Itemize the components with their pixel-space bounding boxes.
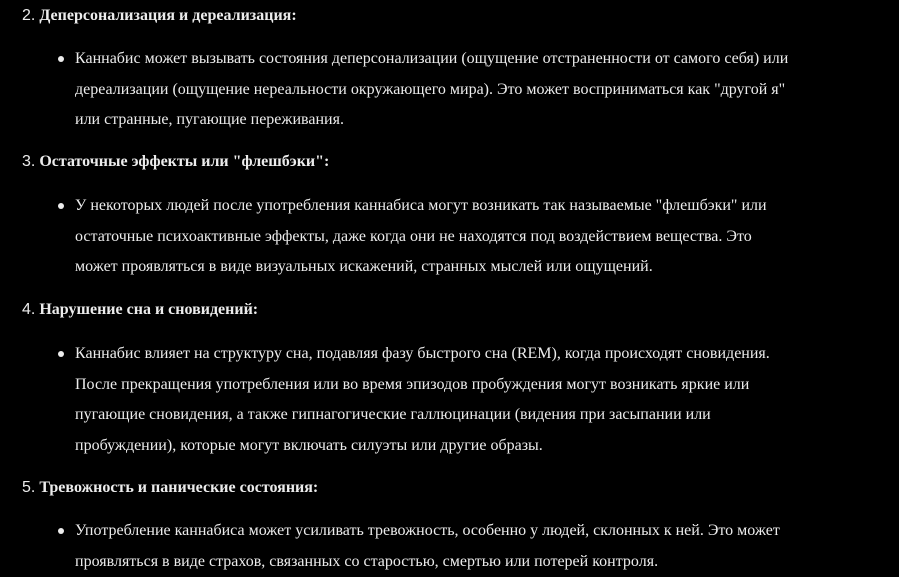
bullet-icon — [58, 351, 64, 357]
section-number: 2. — [22, 7, 36, 24]
paragraph-line: или странные, пугающие переживания. — [75, 111, 344, 128]
paragraph-line: дереализации (ощущение нереальности окружающего мира). Это может восприниматься как "другой я" — [75, 80, 786, 98]
paragraph-line: остаточные психоактивные эффекты, даже когда они не находятся под воздействием вещества. Это — [75, 227, 752, 245]
section-heading-3 — [22, 152, 329, 172]
paragraph-line: После прекращения употребления или во время эпизодов пробуждения могут возникать яркие или — [75, 375, 750, 393]
paragraph-line: У некоторых людей после употребления каннабиса могут возникать так называемые "флешбэки" или — [75, 197, 767, 214]
section-heading-4 — [22, 300, 258, 320]
section-title: Деперсонализация и дереализация: — [39, 7, 297, 24]
paragraph-line: пугающие сновидения, а также гипнагогические галлюцинации (видения при засыпании или — [75, 406, 711, 423]
paragraph-line: проявляться в виде страхов, связанных со старостью, смертью или потерей контроля. — [75, 552, 659, 570]
bullet-icon — [58, 528, 64, 534]
bullet-icon — [58, 56, 64, 62]
paragraph-line: Каннабис может вызывать состояния деперсонализации (ощущение отстраненности от самого себя) или — [75, 50, 789, 67]
list-item — [75, 339, 875, 461]
paragraph-line: может проявляться в виде визуальных искажений, странных мыслей или ощущений. — [75, 258, 653, 275]
paragraph-line: Употребление каннабиса может усиливать тревожность, особенно у людей, склонных к ней. Это может — [75, 522, 780, 539]
section-number: 3. — [22, 153, 36, 170]
section-title: Остаточные эффекты или "флешбэки": — [39, 153, 330, 170]
section-heading-5 — [22, 478, 318, 498]
section-title: Нарушение сна и сновидений: — [39, 301, 259, 318]
list-item — [75, 516, 875, 577]
list-item — [75, 44, 875, 136]
section-number: 4. — [22, 301, 36, 318]
bullet-icon — [58, 203, 64, 209]
paragraph-line: Каннабис влияет на структуру сна, подавляя фазу быстрого сна (REM), когда происходят сновидения. — [75, 345, 770, 362]
paragraph-line: пробуждении), которые могут включать силуэты или другие образы. — [75, 436, 543, 454]
section-heading-2 — [22, 6, 297, 26]
list-item — [75, 191, 875, 283]
section-title: Тревожность и панические состояния: — [39, 479, 319, 496]
section-number: 5. — [22, 479, 36, 496]
